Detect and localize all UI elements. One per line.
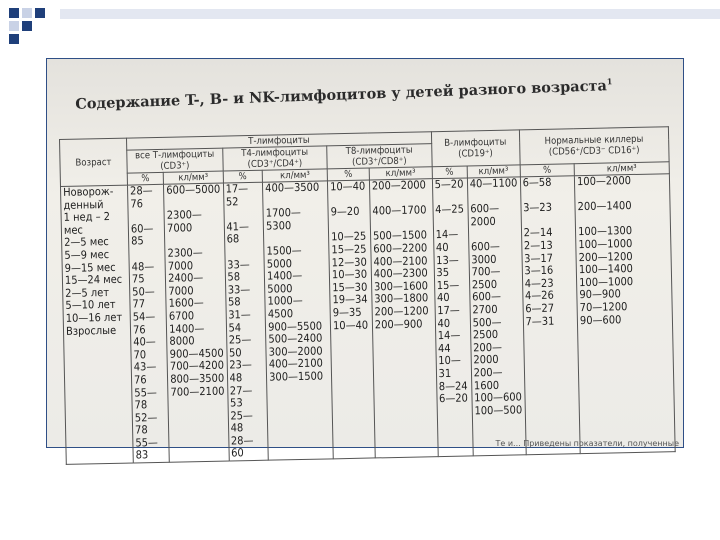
value-column <box>263 181 334 460</box>
table-cell: 700—2100 <box>170 384 225 399</box>
header-cells-per-mm3: кл/мм³ <box>369 167 432 180</box>
value-column <box>467 177 526 456</box>
table-cell: 43—76 <box>133 360 157 387</box>
table-cell: 300—1500 <box>269 369 324 384</box>
table-cell: 19—34 <box>332 292 368 307</box>
table-cell: 10—30 <box>331 267 368 282</box>
cell-spacer <box>131 248 162 261</box>
table-cell: 25—50 <box>228 333 252 360</box>
table-cell: 10—31 <box>438 353 461 381</box>
table-cell: 2300—7000 <box>167 245 203 273</box>
table-cell: 17—40 <box>437 303 460 330</box>
table-cell: 15—30 <box>332 280 368 295</box>
age-label: 5—9 мес <box>64 247 110 262</box>
table-cell: 14—40 <box>435 228 459 255</box>
slide-photo <box>46 58 684 462</box>
table-cell: 100—1000 <box>578 236 633 252</box>
table-cell: 200—1400 <box>577 199 632 214</box>
table-cell: 600—2000 <box>470 201 500 229</box>
table-cell: 2300—7000 <box>166 208 203 235</box>
table-cell: 6—27 <box>525 301 555 316</box>
table-cell: 9—20 <box>330 204 360 219</box>
header-t-group: Т-лимфоциты <box>126 132 431 150</box>
table-cell: 40—1100 <box>469 176 518 191</box>
value-column <box>164 183 229 462</box>
table-cell: 40—70 <box>133 335 156 362</box>
age-label: 2—5 лет <box>65 285 110 300</box>
table-cell: 500—2400 <box>268 331 323 346</box>
table-cell: 33—58 <box>227 257 250 284</box>
header-t8: Т8-лимфоциты (CD3⁺/CD8⁺) <box>327 144 432 169</box>
age-label: 1 нед – 2 <box>63 210 111 225</box>
table-cell: 400—2100 <box>268 356 324 371</box>
value-column <box>369 179 438 458</box>
table-cell: 54—76 <box>132 309 156 337</box>
table-cell: 100—600 <box>474 390 523 405</box>
table-cell: 4—26 <box>524 289 554 303</box>
table-cell: 10—25 <box>331 229 367 244</box>
age-label: 2—5 мес <box>64 235 109 250</box>
table-cell: 27—53 <box>229 383 253 410</box>
table-cell: 200—1200 <box>374 304 429 319</box>
table-cell: 500—2500 <box>472 315 502 342</box>
age-label: 10—16 лет <box>65 310 123 325</box>
lymphocyte-table <box>59 126 676 465</box>
lymphocyte-table-wrap <box>59 126 685 462</box>
table-cell: 400—1700 <box>372 203 427 218</box>
header-cells-per-mm3: кл/мм³ <box>574 162 669 176</box>
table-cell: 70—1200 <box>579 300 628 315</box>
table-cell: 300—1800 <box>374 291 429 306</box>
header-percent: % <box>520 164 575 177</box>
table-cell: 400—2300 <box>373 266 428 281</box>
table-cell: 13—35 <box>436 253 459 280</box>
table-cell: 600—2700 <box>471 290 502 317</box>
header-t4: Т4-лимфоциты (CD3⁺/CD4⁺) <box>222 146 327 171</box>
title-text: Содержание T-, B- и NK-лимфоцитов у детей разного возраста <box>75 77 608 113</box>
table-cell: 700—4200 <box>169 358 225 374</box>
table-cell: 15—40 <box>436 278 460 305</box>
table-cell: 10—40 <box>332 318 369 332</box>
table-cell: 200—2000 <box>473 340 503 367</box>
top-stripe <box>60 9 720 19</box>
value-column <box>574 174 675 454</box>
table-cell: 500—1500 <box>372 228 428 243</box>
table-cell: 5—20 <box>434 177 464 192</box>
table-cell: 1500—5000 <box>266 243 302 271</box>
table-cell: 3—16 <box>524 263 554 278</box>
table-cell: 10—40 <box>330 179 366 194</box>
table-cell: 600—5000 <box>166 182 221 197</box>
header-percent: % <box>327 168 369 181</box>
table-cell: 52—78 <box>134 410 158 437</box>
table-cell: 600—2200 <box>373 241 428 256</box>
table-cell: 300—1600 <box>373 279 429 294</box>
table-cell: 700—2500 <box>471 264 501 292</box>
table-cell: 6—58 <box>522 175 552 190</box>
table-cell: 6—20 <box>438 391 469 406</box>
table-cell: 41—68 <box>226 219 250 246</box>
table-cell: 2—14 <box>523 226 553 240</box>
header-percent: % <box>127 172 163 185</box>
table-cell: 48—75 <box>131 259 155 286</box>
age-label: денный <box>63 197 104 212</box>
value-column <box>223 182 268 461</box>
table-cell: 1600—6700 <box>168 296 204 323</box>
header-cells-per-mm3: кл/мм³ <box>262 169 327 182</box>
table-cell: 7—31 <box>525 314 555 328</box>
table-cell: 2—13 <box>523 238 553 253</box>
header-b-cells: В-лимфоциты (CD19⁺) <box>431 130 520 167</box>
header-percent: % <box>223 170 263 183</box>
table-cell: 90—900 <box>579 287 621 302</box>
table-cell: 2400—7000 <box>167 271 204 298</box>
title-footnote-mark: 1 <box>606 76 613 87</box>
age-label: 5—10 лет <box>65 298 116 313</box>
cell-spacer <box>227 246 262 259</box>
table-body <box>60 174 675 465</box>
table-cell: 55—83 <box>135 435 159 462</box>
table-cell: 17—52 <box>225 182 249 209</box>
header-age: Возраст <box>60 138 128 186</box>
header-cells-per-mm3: кл/мм³ <box>467 165 520 178</box>
table-cell: 1400—5000 <box>266 269 303 296</box>
age-column <box>60 185 133 464</box>
table-cell: 14—44 <box>437 328 461 355</box>
table-cell: 15—25 <box>331 242 367 257</box>
footnote-text: Те и... Приведены показатели, полученные <box>495 439 679 448</box>
age-label: 15—24 мес <box>64 272 123 288</box>
table-cell: 1400—8000 <box>169 321 205 348</box>
table-cell: 33—58 <box>227 282 251 309</box>
table-cell: 100—1400 <box>578 262 634 277</box>
table-cell: 200—1600 <box>473 365 503 392</box>
table-cell: 55—78 <box>134 385 157 412</box>
table-cell: 600—3000 <box>470 239 500 266</box>
table-cell: 9—35 <box>332 305 362 320</box>
table-cell: 3—17 <box>524 251 554 265</box>
table-cell: 23—48 <box>229 358 252 385</box>
header-percent: % <box>432 166 467 179</box>
age-label: 9—15 мес <box>64 260 116 275</box>
table-cell: 1000—4500 <box>267 294 303 321</box>
table-cell: 200—900 <box>374 316 423 331</box>
value-column <box>432 178 473 457</box>
table-cell: 31—54 <box>228 307 251 335</box>
table-cell: 50—77 <box>132 284 155 311</box>
table-cell: 28—76 <box>129 184 153 211</box>
table-cell: 400—3500 <box>265 180 320 195</box>
table-cell: 300—2000 <box>268 344 323 359</box>
table-cell: 800—3500 <box>170 371 225 386</box>
table-cell: 25—48 <box>230 408 254 435</box>
age-label: Взрослые <box>65 323 117 338</box>
table-cell: 4—23 <box>524 276 554 291</box>
table-cell: 60—85 <box>130 221 154 248</box>
header-t-all: все Т-лимфоциты (CD3⁺) <box>127 148 223 173</box>
table-cell: 4—25 <box>435 202 465 217</box>
value-column <box>328 180 376 459</box>
table-cell: 3—23 <box>523 200 553 215</box>
table-cell: 28—60 <box>230 433 254 460</box>
table-cell: 90—600 <box>579 312 622 327</box>
age-label: мес <box>63 223 84 237</box>
table-cell: 400—2100 <box>373 253 428 269</box>
value-column <box>520 176 580 455</box>
table-cell: 8—24 <box>438 378 468 393</box>
table-cell: 200—1200 <box>578 249 633 264</box>
table-cell: 100—1000 <box>579 274 634 289</box>
table-cell: 900—4500 <box>169 346 224 361</box>
header-nk-cells: Нормальные киллеры (CD56⁺/CD3⁻ CD16⁺) <box>519 127 669 165</box>
table-cell: 200—2000 <box>371 178 427 193</box>
value-column <box>127 184 169 463</box>
table-cell: 100—1300 <box>577 224 633 239</box>
table-cell: 1700—5300 <box>265 206 301 233</box>
table-cell: 12—30 <box>331 255 367 269</box>
table-cell: 100—500 <box>474 403 523 418</box>
table-cell: 100—2000 <box>576 174 632 189</box>
age-label: Новорож- <box>62 184 114 199</box>
header-cells-per-mm3: кл/мм³ <box>163 171 223 184</box>
table-cell: 900—5500 <box>267 319 323 334</box>
